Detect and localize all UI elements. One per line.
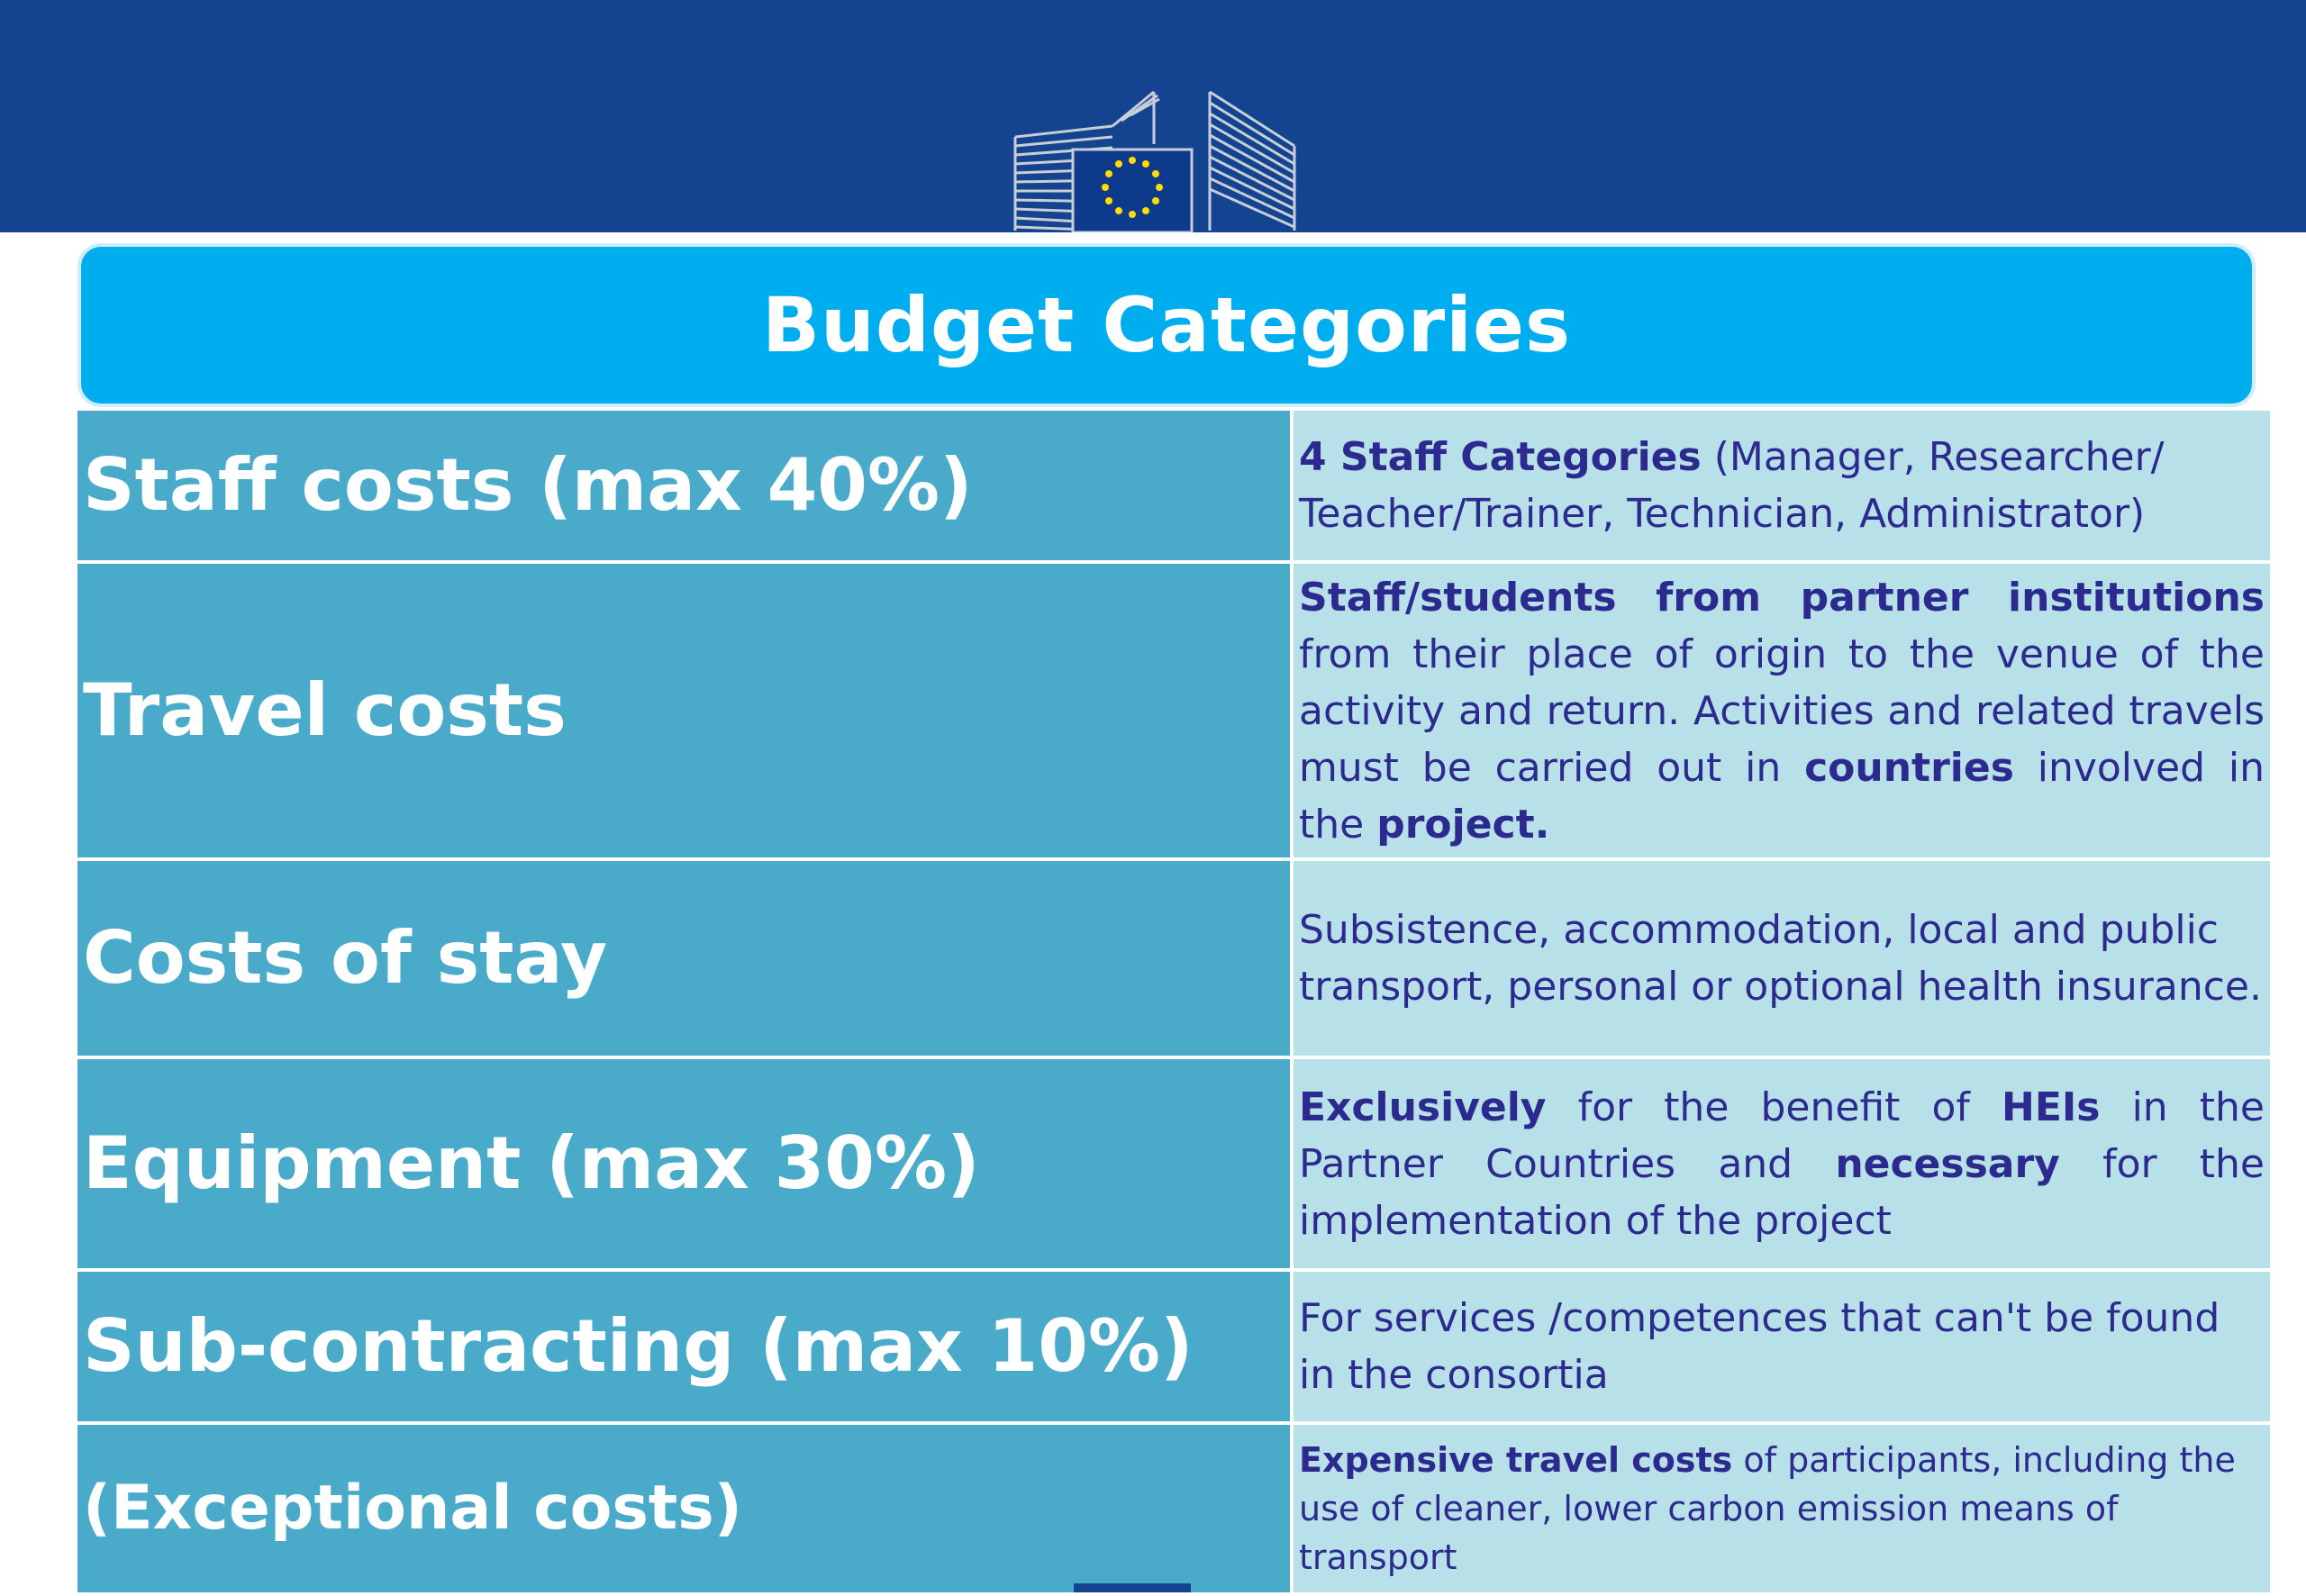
description-staff-costs: [1294, 411, 2270, 560]
category-equipment: Equipment (max 30%): [77, 1059, 1290, 1268]
description-costs-of-stay: [1294, 861, 2270, 1056]
category-exceptional-costs: (Exceptional costs): [77, 1425, 1290, 1592]
description-text: For services /competences that can't be found in the consortia: [1299, 1295, 2220, 1398]
description-bold-text: 4 Staff Categories: [1299, 434, 1702, 480]
description-bold-text: project.: [1376, 801, 1550, 848]
description-sub-contracting: [1294, 1272, 2270, 1421]
description-text: in the Partner Countries and: [1299, 1084, 2265, 1187]
description-text: for the implementation of the project: [1299, 1140, 2265, 1244]
bottom-tab-marker: [1074, 1583, 1191, 1592]
budget-table: [77, 411, 2266, 1580]
page-title: Budget Categories: [762, 281, 1571, 369]
category-travel-costs: Travel costs: [77, 564, 1290, 857]
title-bar: [77, 243, 2256, 407]
category-costs-of-stay: Costs of stay: [77, 861, 1290, 1056]
description-text: (Manager, Researcher/ Teacher/Trainer, Technician, Administrator): [1299, 434, 2165, 537]
description-text: Subsistence, accommodation, local and public transport, personal or optional health insurance.: [1299, 907, 2262, 1010]
description-text: of participants, including the use of cleaner, lower carbon emission means of transport: [1299, 1440, 2236, 1577]
description-equipment: [1294, 1059, 2270, 1268]
description-text: from their place of origin to the venue of the activity and return. Activities and related travels must be carried out in: [1299, 630, 2265, 791]
description-bold-text: Expensive travel costs: [1299, 1440, 1733, 1480]
description-text: for the benefit of: [1546, 1084, 2002, 1130]
description-bold-text: countries: [1804, 744, 2014, 791]
category-staff-costs: Staff costs (max 40%): [77, 411, 1290, 560]
description-bold-text: Staff/students from partner institutions: [1299, 574, 2265, 621]
description-bold-text: necessary: [1835, 1140, 2060, 1187]
description-bold-text: HEIs: [2002, 1084, 2101, 1130]
description-bold-text: Exclusively: [1299, 1084, 1547, 1130]
european-commission-logo-icon: [1013, 90, 1297, 232]
description-travel-costs: [1294, 564, 2270, 857]
category-sub-contracting: Sub-contracting (max 10%): [77, 1272, 1290, 1421]
top-banner: [0, 0, 2306, 232]
description-exceptional-costs: [1294, 1425, 2270, 1592]
description-text: involved in the: [1299, 744, 2265, 848]
